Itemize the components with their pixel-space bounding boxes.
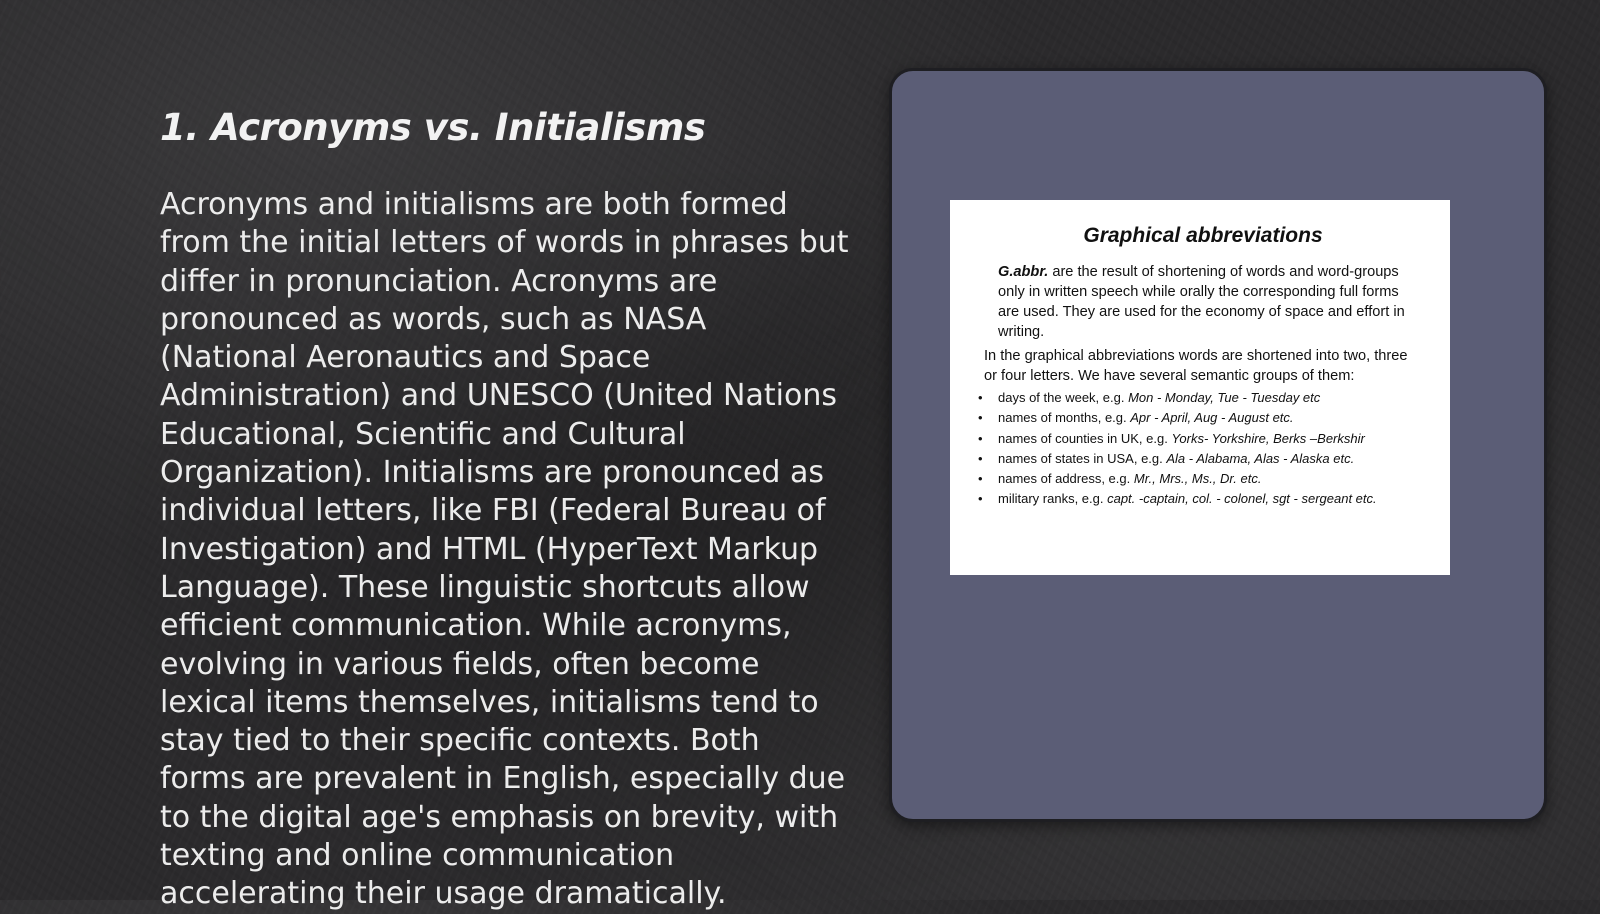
bullet-icon: • <box>978 471 983 487</box>
slide-title: 1. Acronyms vs. Initialisms <box>160 106 706 149</box>
list-item: • military ranks, e.g. capt. -captain, col. - colonel, sgt - sergeant etc. <box>986 489 1420 509</box>
document-paragraph-1-text: are the result of shortening of words and word-groups only in written speech while orally the corresponding full forms are used. They are used for the economy of space and effort in writing. <box>998 264 1405 340</box>
bullet-icon: • <box>978 450 983 466</box>
list-item: • names of states in USA, e.g. Ala - Alabama, Alas - Alaska etc. <box>986 449 1420 469</box>
document-lead-term: G.abbr. <box>998 264 1049 280</box>
list-item: • names of months, e.g. Apr - April, Aug - August etc. <box>986 408 1420 428</box>
list-item: • names of address, e.g. Mr., Mrs., Ms., Dr. etc. <box>986 469 1420 489</box>
document-title: Graphical abbreviations <box>1083 224 1323 247</box>
bullet-icon: • <box>978 390 983 405</box>
list-item: • days of the week, e.g. Mon - Monday, Tue - Tuesday etc <box>986 388 1420 408</box>
bullet-icon: • <box>978 430 983 446</box>
document-paragraph-1 <box>998 262 1420 342</box>
bullet-icon: • <box>978 491 983 507</box>
document-image <box>950 200 1450 575</box>
slide-body-text: Acronyms and initialisms are both formed from the initial letters of words in phrases but differ in pronunciation. Acronyms are pronounced as words, such as NASA (National Aeronautics and Space Administration) and UNESCO (United Nations Educational, Scientific and Cultural Organization). Initialisms are pronounced as individual letters, like FBI (Federal Bureau of Investigation) and HTML (HyperText Markup Language). These linguistic shortcuts allow efficient communication. While acronyms, evolving in various fields, often become lexical items themselves, initialisms tend to stay tied to their specific contexts. Both forms are prevalent in English, especially due to the digital age's emphasis on brevity, with texting and online communication accelerating their usage dramatically. <box>160 187 849 912</box>
image-panel <box>889 68 1547 822</box>
document-bullet-list <box>978 388 1420 510</box>
document-paragraph-2: In the graphical abbreviations words are shortened into two, three or four letters. We have several semantic groups of them: <box>984 348 1408 384</box>
bullet-icon: • <box>978 410 983 426</box>
list-item: • names of counties in UK, e.g. Yorks- Yorkshire, Berks –Berkshir <box>986 429 1420 449</box>
